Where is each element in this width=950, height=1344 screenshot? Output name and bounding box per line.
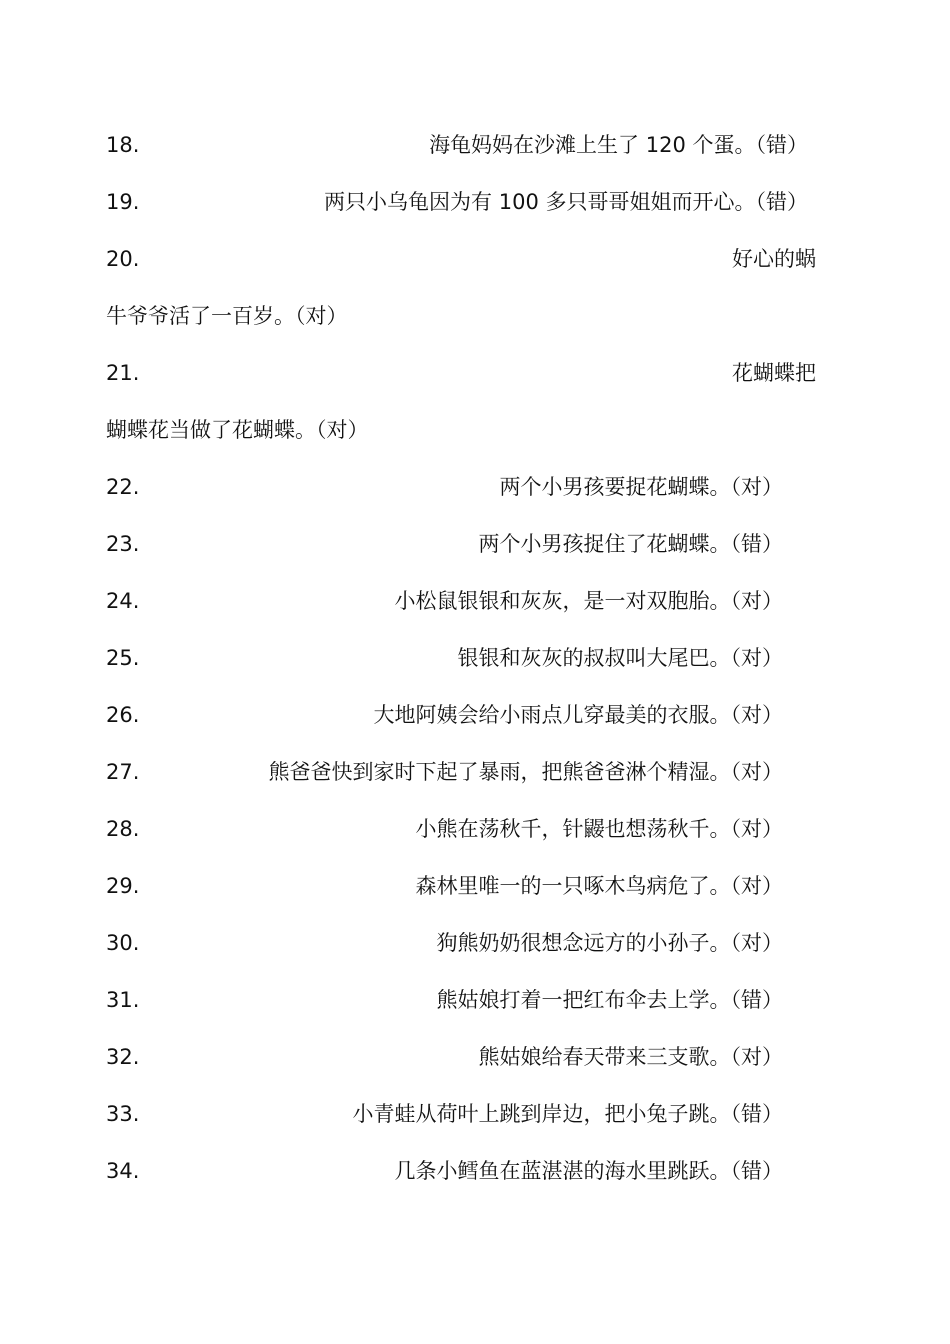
list-item (106, 470, 816, 504)
item-number: 28. (106, 817, 140, 841)
item-statement: 大地阿姨会给小雨点儿穿最美的衣服。（对） (373, 703, 783, 727)
item-statement: 两个小男孩要捉花蝴蝶。（对） (499, 475, 783, 499)
item-number: 29. (106, 874, 140, 898)
list-item (106, 698, 816, 732)
item-number: 33. (106, 1102, 140, 1126)
item-statement: 好心的蜗 (732, 247, 816, 271)
item-number: 22. (106, 475, 140, 499)
item-number: 32. (106, 1045, 140, 1069)
list-item (106, 1040, 816, 1074)
item-statement: 熊爸爸快到家时下起了暴雨，把熊爸爸淋个精湿。（对） (268, 760, 783, 784)
item-number: 19. (106, 190, 140, 214)
item-statement-continuation: 蝴蝶花当做了花蝴蝶。（对） (106, 418, 369, 442)
list-item (106, 812, 816, 846)
item-statement: 狗熊奶奶很想念远方的小孙子。（对） (436, 931, 783, 955)
list-item (106, 1097, 816, 1131)
list-item (106, 1154, 816, 1188)
list-item (106, 242, 816, 276)
item-statement: 几条小鳕鱼在蓝湛湛的海水里跳跃。（错） (394, 1159, 783, 1183)
item-statement: 熊姑娘给春天带来三支歌。（对） (478, 1045, 783, 1069)
item-statement: 两只小乌龟因为有 100 多只哥哥姐姐而开心。（错） (324, 190, 808, 214)
item-statement: 小松鼠银银和灰灰，是一对双胞胎。（对） (394, 589, 783, 613)
item-number: 30. (106, 931, 140, 955)
item-statement: 银银和灰灰的叔叔叫大尾巴。（对） (457, 646, 783, 670)
item-number: 24. (106, 589, 140, 613)
item-number: 18. (106, 133, 140, 157)
item-statement: 海龟妈妈在沙滩上生了 120 个蛋。（错） (429, 133, 808, 157)
item-number: 34. (106, 1159, 140, 1183)
item-number: 27. (106, 760, 140, 784)
item-statement: 森林里唯一的一只啄木鸟病危了。（对） (415, 874, 783, 898)
list-item (106, 983, 816, 1017)
list-item (106, 128, 816, 162)
item-statement: 花蝴蝶把 (732, 361, 816, 385)
item-statement: 小青蛙从荷叶上跳到岸边，把小兔子跳。（错） (352, 1102, 783, 1126)
item-number: 31. (106, 988, 140, 1012)
list-item (106, 926, 816, 960)
list-item (106, 527, 816, 561)
list-item (106, 755, 816, 789)
item-number: 23. (106, 532, 140, 556)
list-item (106, 356, 816, 390)
item-number: 26. (106, 703, 140, 727)
item-statement: 两个小男孩捉住了花蝴蝶。（错） (478, 532, 783, 556)
item-number: 25. (106, 646, 140, 670)
list-item (106, 185, 816, 219)
list-item (106, 641, 816, 675)
list-item (106, 869, 816, 903)
list-item (106, 584, 816, 618)
item-statement-continuation: 牛爷爷活了一百岁。（对） (106, 304, 348, 328)
item-number: 20. (106, 247, 140, 271)
item-statement: 熊姑娘打着一把红布伞去上学。（错） (436, 988, 783, 1012)
item-number: 21. (106, 361, 140, 385)
item-statement: 小熊在荡秋千，针鼹也想荡秋千。（对） (415, 817, 783, 841)
